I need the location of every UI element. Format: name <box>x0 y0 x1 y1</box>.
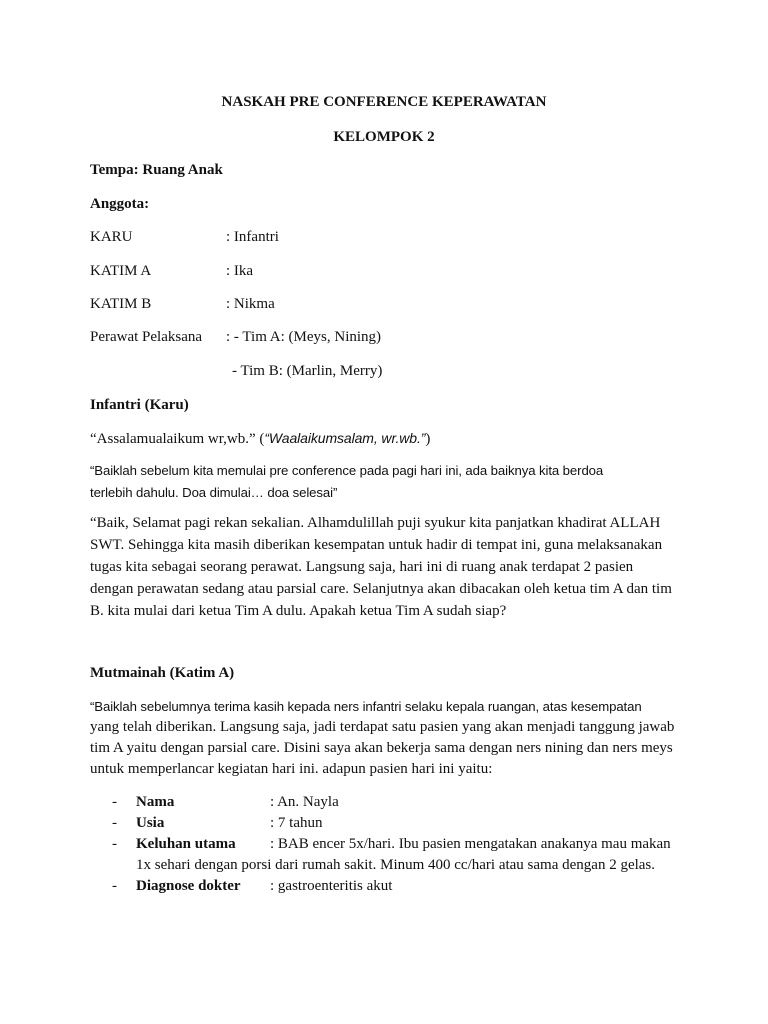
greeting-text: “Assalamualaikum wr,wb.” ( <box>90 431 265 447</box>
paragraph-line: tugas kita sebagai seorang perawat. Langsung saja, hari ini di ruang anak terdapat 2 pasien <box>90 559 634 575</box>
members-heading: Anggota: <box>90 196 150 212</box>
paragraph-line: untuk memperlancar kegiatan hari ini. adapun pasien hari ini yaitu: <box>90 761 493 777</box>
patient-label: Diagnose dokter <box>136 878 241 894</box>
place-label: Tempa: Ruang Anak <box>90 162 223 178</box>
paragraph-line: B. kita mulai dari ketua Tim A dulu. Apakah ketua Tim A sudah siap? <box>90 603 507 619</box>
patient-label: Usia <box>136 815 165 831</box>
paragraph-line: yang telah diberikan. Langsung saja, jadi terdapat satu pasien yang akan menjadi tanggung jawab <box>90 719 675 735</box>
patient-value: : BAB encer 5x/hari. Ibu pasien mengatakan anakanya mau makan <box>270 836 671 852</box>
patient-value: : gastroenteritis akut <box>270 878 393 894</box>
greeting-close: ) <box>425 431 431 447</box>
member-value-pelaksana: : - Tim A: (Meys, Nining) <box>226 329 382 345</box>
member-role-pelaksana: Perawat Pelaksana <box>90 329 203 345</box>
paragraph-line: “Baik, Selamat pagi rekan sekalian. Alhamdulillah puji syukur kita panjatkan khadirat ALLAH <box>90 515 661 531</box>
patient-label: Keluhan utama <box>136 836 236 852</box>
paragraph-line: SWT. Sehingga kita masih diberikan kesempatan untuk hadir di tempat ini, guna melaksanakan <box>90 537 663 553</box>
katim-heading: Mutmainah (Katim A) <box>90 665 235 681</box>
patient-complaint-continuation: 1x sehari dengan porsi dari rumah sakit. Minum 400 cc/hari atau sama dengan 2 gelas. <box>136 857 656 873</box>
list-dash: - <box>112 794 117 810</box>
list-dash: - <box>112 878 117 894</box>
paragraph-line: “Baiklah sebelum kita memulai pre conference pada pagi hari ini, ada baiknya kita berdoa <box>90 463 604 478</box>
prayer-paragraph <box>90 460 690 504</box>
paragraph-line: tim A yaitu dengan parsial care. Disini saya akan bekerja sama dengan ners nining dan ners meys <box>90 740 673 756</box>
member-value-katim-a: : Ika <box>226 263 254 279</box>
member-value-tim-b: - Tim B: (Marlin, Merry) <box>232 363 383 379</box>
member-value-karu: : Infantri <box>226 229 279 245</box>
document-title: NASKAH PRE CONFERENCE KEPERAWATAN <box>221 94 547 110</box>
katim-speech-paragraph <box>90 696 690 780</box>
member-role-karu: KARU <box>90 229 133 245</box>
karu-heading: Infantri (Karu) <box>90 397 189 413</box>
list-dash: - <box>112 815 117 831</box>
patient-value: : 7 tahun <box>270 815 323 831</box>
greeting-reply: “Waalaikumsalam, wr.wb.” <box>264 430 426 446</box>
patient-value: : An. Nayla <box>270 794 339 810</box>
group-label: KELOMPOK 2 <box>333 129 435 145</box>
member-value-katim-b: : Nikma <box>226 296 275 312</box>
member-role-katim-a: KATIM A <box>90 263 152 279</box>
member-role-katim-b: KATIM B <box>90 296 152 312</box>
karu-speech-paragraph <box>90 512 690 622</box>
paragraph-line: dengan perawatan sedang atau parsial care. Selanjutnya akan dibacakan oleh ketua tim A dan tim <box>90 581 672 597</box>
list-dash: - <box>112 836 117 852</box>
paragraph-line: terlebih dahulu. Doa dimulai… doa selesai” <box>90 485 338 500</box>
paragraph-line: “Baiklah sebelumnya terima kasih kepada ners infantri selaku kepala ruangan, atas kesempatan <box>90 699 642 714</box>
greeting-line <box>90 428 430 449</box>
patient-label: Nama <box>136 794 175 810</box>
